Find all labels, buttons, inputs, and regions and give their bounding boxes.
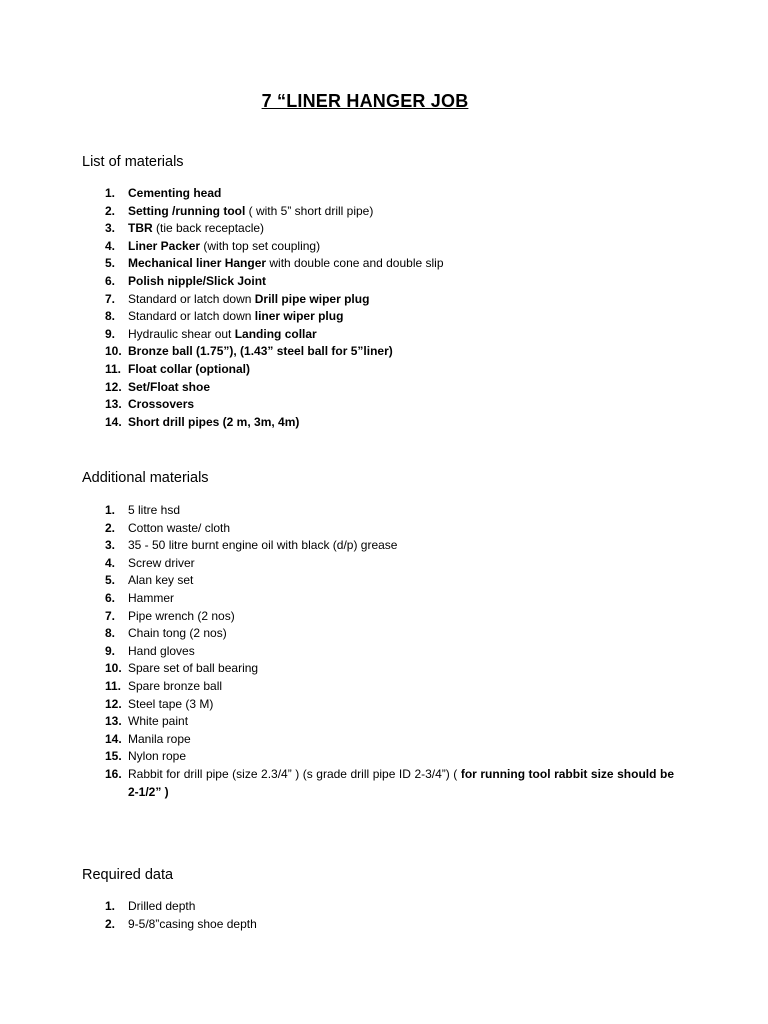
list-item xyxy=(0,396,768,414)
list-item-text xyxy=(128,220,264,238)
list-item-number: 8. xyxy=(105,626,116,641)
list-item-text-run: Drilled depth xyxy=(128,899,196,913)
list-item-text-run: Crossovers xyxy=(128,397,195,412)
list-item-text xyxy=(128,766,674,801)
list-item xyxy=(0,660,768,678)
list-item-text xyxy=(128,203,373,221)
list-item-text xyxy=(128,572,193,590)
list-item-number: 13. xyxy=(105,397,122,412)
list-item-text-run: Polish nipple/Slick Joint xyxy=(128,273,267,288)
list-item-text-run: 35 - 50 litre burnt engine oil with black (d/p) grease xyxy=(128,538,398,553)
list-item-text xyxy=(128,898,195,916)
list-item-text-run: 5 litre hsd xyxy=(128,503,181,517)
list-item-number: 12. xyxy=(105,696,122,711)
list-item-number: 15. xyxy=(105,749,122,764)
list-item xyxy=(0,916,768,934)
list-item-number: 13. xyxy=(105,714,122,729)
list-item-number: 6. xyxy=(105,273,116,288)
list-item xyxy=(0,255,768,273)
list-item-number: 1. xyxy=(105,899,116,913)
list-item-text xyxy=(128,643,195,661)
list-item xyxy=(0,502,768,520)
list-item-number: 11. xyxy=(105,361,122,376)
list-item xyxy=(0,220,768,238)
list-item-text-run: Setting /running tool xyxy=(128,203,246,218)
list-item xyxy=(0,537,768,555)
list-item xyxy=(0,185,768,203)
list-item-text-run: Standard or latch down xyxy=(128,291,255,306)
list-item xyxy=(0,203,768,221)
list-item-text-run: (with top set coupling) xyxy=(200,238,321,253)
list-item-number: 4. xyxy=(105,555,116,570)
list-item xyxy=(0,555,768,573)
list-item-text xyxy=(128,625,227,643)
list-item xyxy=(0,748,768,766)
list-item-number: 1. xyxy=(105,503,116,517)
list-item xyxy=(0,238,768,256)
list-item-text xyxy=(128,343,393,361)
list-item xyxy=(0,643,768,661)
list-item xyxy=(0,713,768,731)
list-item xyxy=(0,379,768,397)
list-item-number: 5. xyxy=(105,573,116,588)
list-item xyxy=(0,731,768,749)
list-item xyxy=(0,273,768,291)
list-item-text xyxy=(128,238,320,256)
list-item xyxy=(0,414,768,432)
list-item-text-run: Pipe wrench (2 nos) xyxy=(128,608,235,623)
list-item-text-run: Short drill pipes (2 m, 3m, 4m) xyxy=(128,414,300,429)
list-item-text xyxy=(128,748,186,766)
list-item-number: 16. xyxy=(105,766,122,781)
list-item-text-run: Steel tape (3 M) xyxy=(128,696,214,711)
list-item-text-run: liner wiper plug xyxy=(254,309,344,324)
section-heading-required: Required data xyxy=(82,867,174,883)
list-item-text-run: Hammer xyxy=(128,590,175,605)
list-item-text xyxy=(128,379,210,397)
list-item-text xyxy=(128,185,221,203)
list-item-number: 4. xyxy=(105,238,116,253)
list-item xyxy=(0,343,768,361)
section-heading-additional: Additional materials xyxy=(82,470,209,486)
list-item-number: 2. xyxy=(105,520,116,535)
list-item-text xyxy=(128,590,174,608)
list-item xyxy=(0,520,768,538)
list-item-text xyxy=(128,555,195,573)
list-item-text xyxy=(128,361,250,379)
list-item-number: 9. xyxy=(105,326,116,341)
list-item xyxy=(0,572,768,590)
list-item-text xyxy=(128,308,343,326)
list-item-text xyxy=(128,537,397,555)
list-item-number: 3. xyxy=(105,538,116,553)
list-item-text-run: Liner Packer xyxy=(128,238,201,253)
list-item xyxy=(0,696,768,714)
list-item-number: 5. xyxy=(105,256,116,271)
list-item-text-run: Float collar (optional) xyxy=(128,361,250,376)
required-data-list xyxy=(0,898,768,933)
list-item-number: 14. xyxy=(105,731,122,746)
list-item-number: 10. xyxy=(105,661,122,676)
list-item-text-run: Spare bronze ball xyxy=(128,678,223,693)
list-item-text-run: Standard or latch down xyxy=(128,309,255,324)
list-item-text xyxy=(128,731,191,749)
list-item-text-run: Landing collar xyxy=(234,326,317,341)
list-item xyxy=(0,608,768,626)
list-item-number: 14. xyxy=(105,414,122,429)
list-item-text-run: ( with 5” short drill pipe) xyxy=(245,203,374,218)
list-item-text-run: Cementing head xyxy=(128,186,222,200)
section-heading-materials: List of materials xyxy=(82,154,184,170)
list-item-text xyxy=(128,713,188,731)
list-item xyxy=(0,625,768,643)
list-item-text-run: Cotton waste/ cloth xyxy=(128,520,231,535)
list-item-text-run: White paint xyxy=(128,714,189,729)
list-item-text-run: Manila rope xyxy=(128,731,191,746)
list-item-text xyxy=(128,396,194,414)
list-item-text-run: Spare set of ball bearing xyxy=(128,661,259,676)
list-item-number: 12. xyxy=(105,379,122,394)
list-item xyxy=(0,766,768,801)
list-item-text-run: Hand gloves xyxy=(128,643,195,658)
list-item-text-run: for running tool rabbit size should be 2-1/2” ) xyxy=(128,766,674,799)
list-item-text-run: Nylon rope xyxy=(128,749,187,764)
list-item-text-run: (tie back receptacle) xyxy=(152,221,265,236)
list-item xyxy=(0,361,768,379)
list-item xyxy=(0,326,768,344)
list-item-text-run: Chain tong (2 nos) xyxy=(128,626,227,641)
list-item-text-run: Drill pipe wiper plug xyxy=(254,291,370,306)
document-title: 7 “LINER HANGER JOB xyxy=(261,91,469,111)
list-item-number: 6. xyxy=(105,590,116,605)
list-item-text xyxy=(128,255,444,273)
list-item-text xyxy=(128,414,299,432)
materials-list xyxy=(0,185,768,431)
list-item xyxy=(0,291,768,309)
list-item-number: 7. xyxy=(105,291,116,306)
list-item-text-run: 9-5/8”casing shoe depth xyxy=(128,916,257,931)
list-item-text xyxy=(128,678,222,696)
list-item-number: 2. xyxy=(105,916,116,931)
list-item-text xyxy=(128,502,180,520)
list-item-text xyxy=(128,608,235,626)
list-item-text-run: Rabbit for drill pipe (size 2.3/4” ) (s grade drill pipe ID 2-3/4”) ( xyxy=(128,766,461,781)
list-item xyxy=(0,590,768,608)
list-item-number: 1. xyxy=(105,186,116,200)
list-item-text-run: with double cone and double slip xyxy=(266,256,444,271)
list-item-text-run: Screw driver xyxy=(128,555,195,570)
list-item-text-run: Bronze ball (1.75”), (1.43” steel ball for 5”liner) xyxy=(128,344,393,359)
list-item-text xyxy=(128,696,213,714)
additional-materials-list xyxy=(0,502,768,801)
list-item-text xyxy=(128,326,317,344)
list-item-text-run: Mechanical liner Hanger xyxy=(128,256,267,271)
list-item-text-run: Alan key set xyxy=(128,573,194,588)
list-item-number: 2. xyxy=(105,203,116,218)
list-item-text xyxy=(128,660,258,678)
list-item-text xyxy=(128,520,230,538)
list-item-text-run: Hydraulic shear out xyxy=(128,326,235,341)
list-item-number: 8. xyxy=(105,309,116,324)
list-item-number: 10. xyxy=(105,344,122,359)
list-item-number: 7. xyxy=(105,608,116,623)
list-item-number: 9. xyxy=(105,643,116,658)
list-item-number: 11. xyxy=(105,678,122,693)
list-item-text xyxy=(128,916,257,934)
list-item-text xyxy=(128,273,266,291)
list-item xyxy=(0,308,768,326)
list-item xyxy=(0,678,768,696)
list-item-text xyxy=(128,291,369,309)
list-item-number: 3. xyxy=(105,221,116,236)
list-item-text-run: TBR xyxy=(128,221,153,236)
list-item xyxy=(0,898,768,916)
list-item-text-run: Set/Float shoe xyxy=(128,379,211,394)
